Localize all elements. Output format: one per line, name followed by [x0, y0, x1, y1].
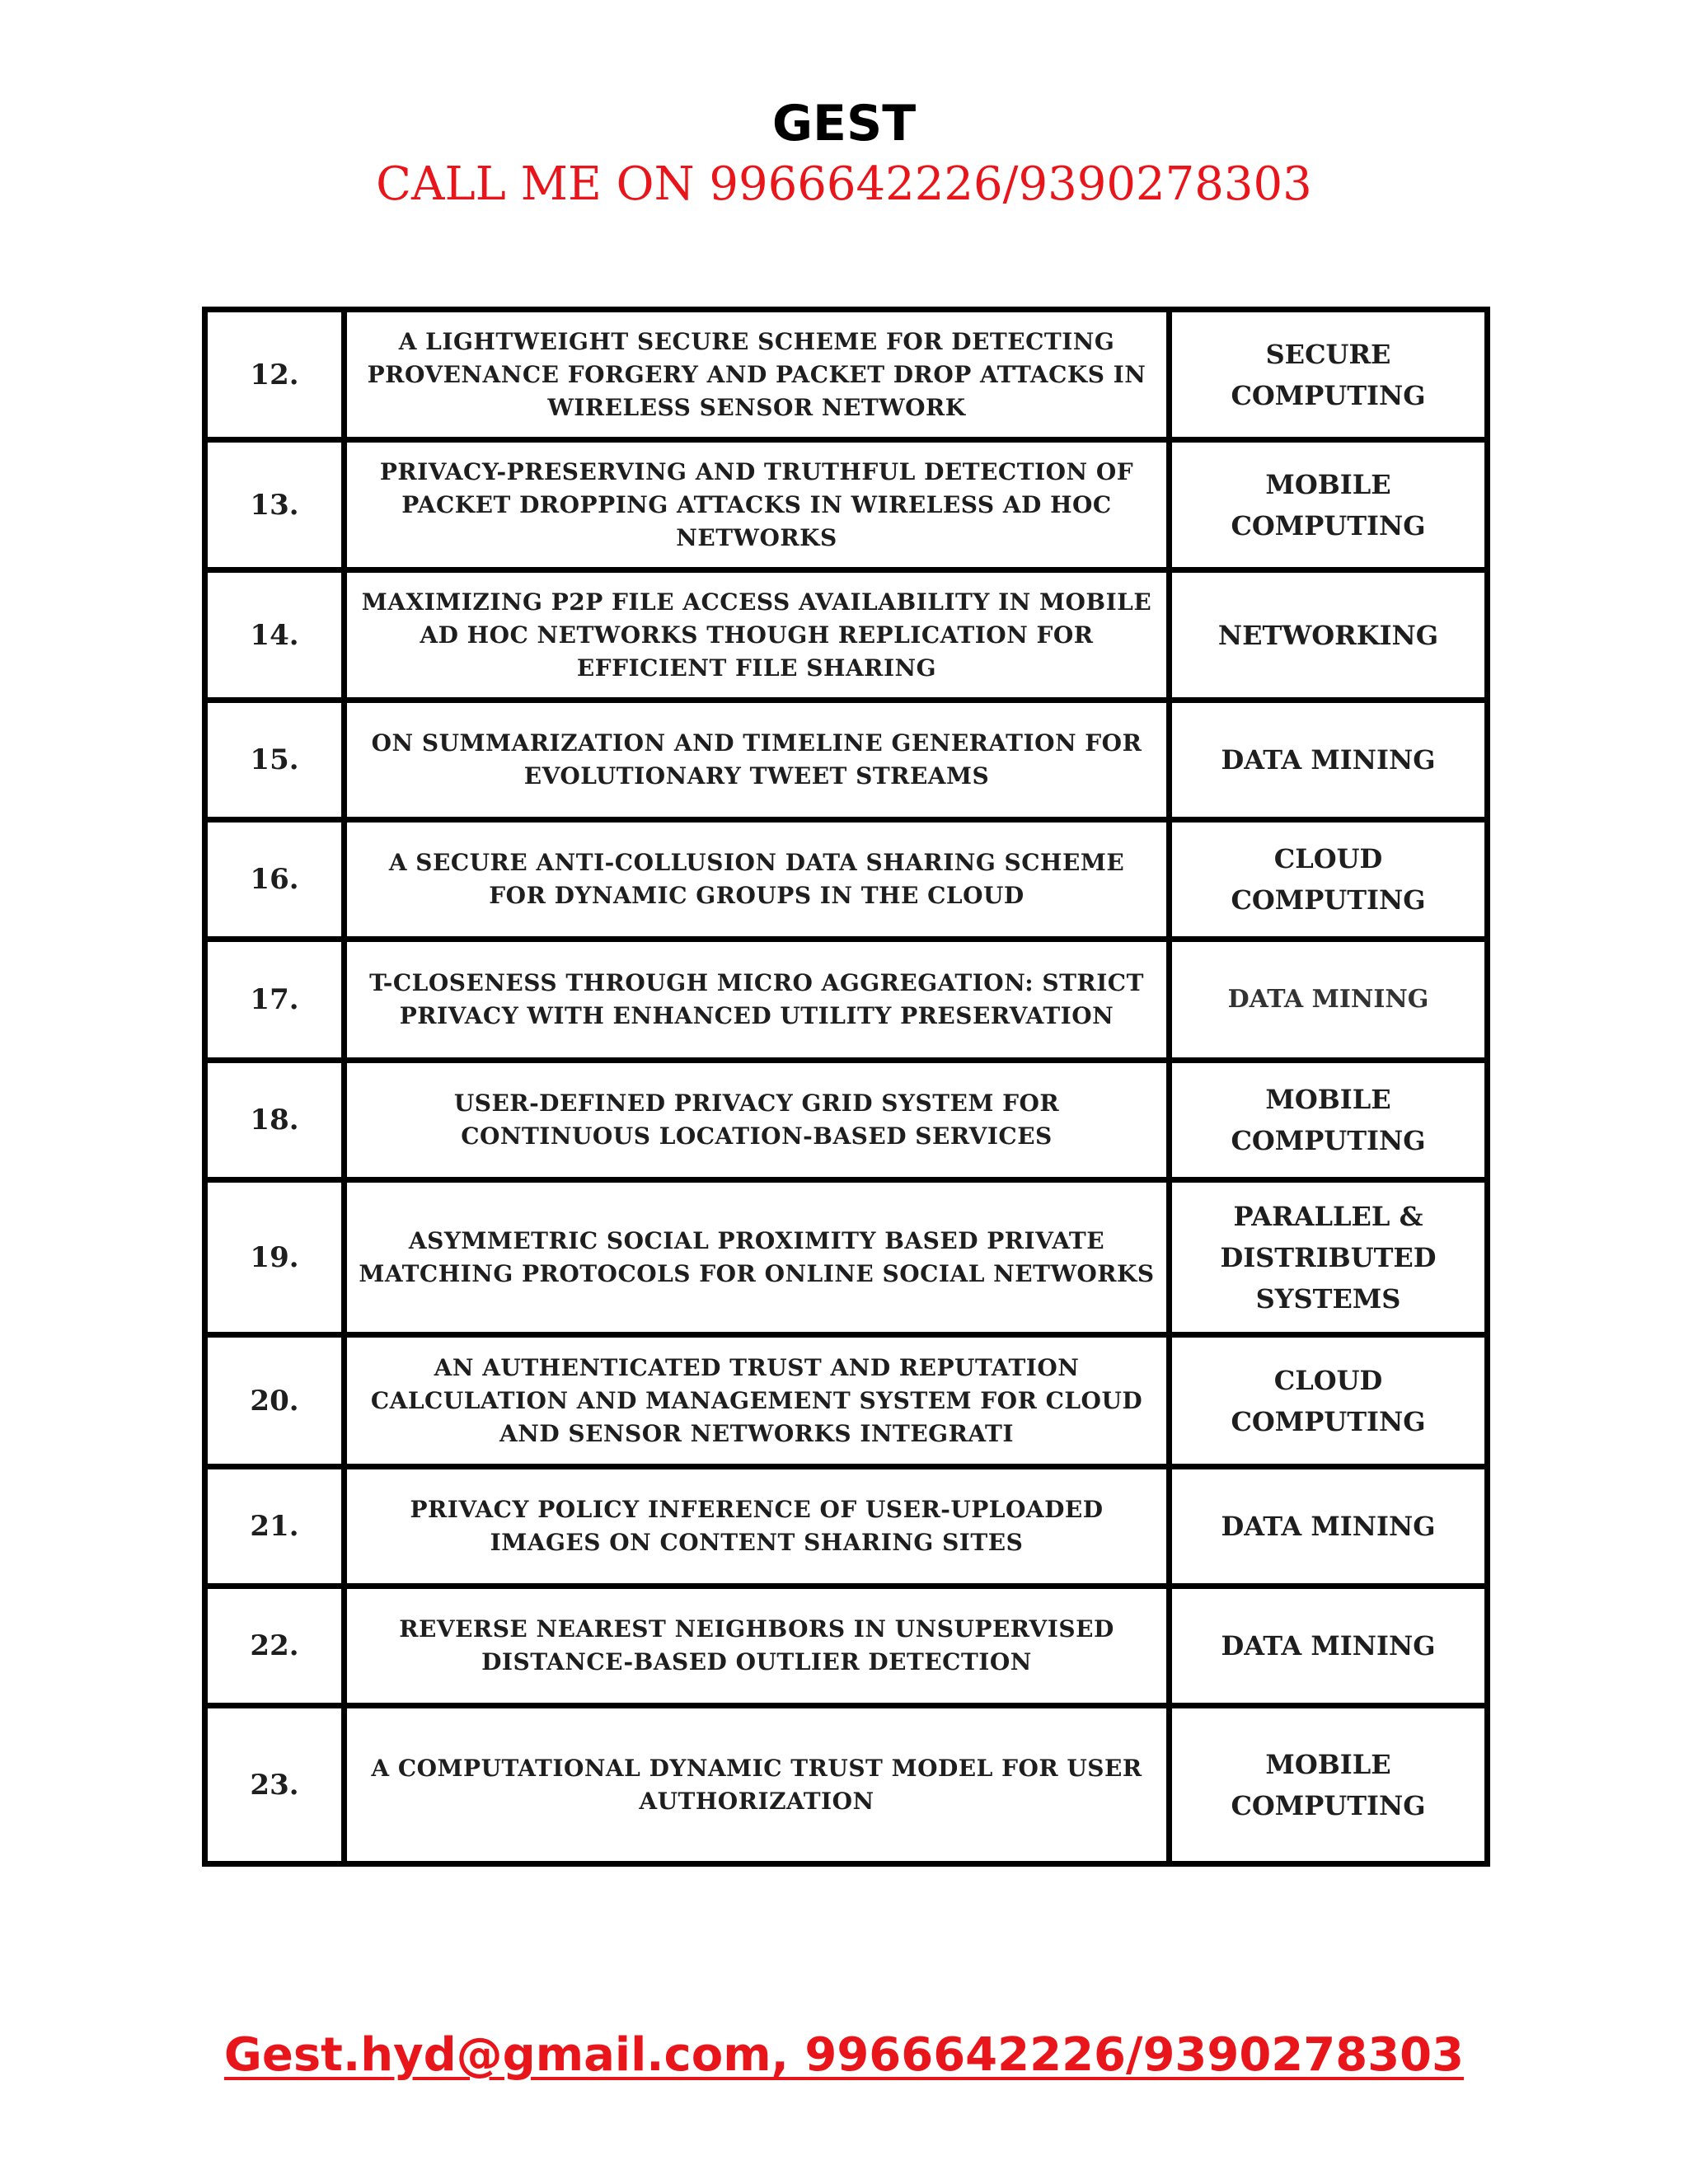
- project-title: AN AUTHENTICATED TRUST AND REPUTATION CALCULATION AND MANAGEMENT SYSTEM FOR CLOUD AND SENSOR NETWORKS INTEGRATI: [345, 1335, 1170, 1467]
- project-title: T-CLOSENESS THROUGH MICRO AGGREGATION: STRICT PRIVACY WITH ENHANCED UTILITY PRESERVATION: [345, 940, 1170, 1061]
- project-title: PRIVACY POLICY INFERENCE OF USER-UPLOADED IMAGES ON CONTENT SHARING SITES: [345, 1467, 1170, 1586]
- project-category: PARALLEL & DISTRIBUTED SYSTEMS: [1170, 1180, 1488, 1335]
- project-category: DATA MINING: [1170, 1467, 1488, 1586]
- row-number: 14.: [205, 570, 345, 701]
- project-category: DATA MINING: [1170, 1586, 1488, 1706]
- row-number: 15.: [205, 701, 345, 820]
- table-row: [205, 570, 1488, 701]
- project-title: ON SUMMARIZATION AND TIMELINE GENERATION FOR EVOLUTIONARY TWEET STREAMS: [345, 701, 1170, 820]
- table-row: [205, 940, 1488, 1061]
- page-title: GEST: [771, 95, 917, 152]
- project-title: REVERSE NEAREST NEIGHBORS IN UNSUPERVISED DISTANCE-BASED OUTLIER DETECTION: [345, 1586, 1170, 1706]
- row-number: 16.: [205, 820, 345, 940]
- project-title: A LIGHTWEIGHT SECURE SCHEME FOR DETECTING PROVENANCE FORGERY AND PACKET DROP ATTACKS IN WIRELESS SENSOR NETWORK: [345, 310, 1170, 440]
- table-row: [205, 1061, 1488, 1180]
- row-number: 21.: [205, 1467, 345, 1586]
- project-category: MOBILE COMPUTING: [1170, 1706, 1488, 1864]
- contact-footer[interactable]: Gest.hyd@gmail.com, 9966642226/9390278303: [223, 2028, 1465, 2082]
- row-number: 18.: [205, 1061, 345, 1180]
- project-category: DATA MINING: [1170, 701, 1488, 820]
- project-category: DATA MINING: [1170, 940, 1488, 1061]
- table-row: [205, 820, 1488, 940]
- row-number: 20.: [205, 1335, 345, 1467]
- project-title: PRIVACY-PRESERVING AND TRUTHFUL DETECTION OF PACKET DROPPING ATTACKS IN WIRELESS AD HOC NETWORKS: [345, 440, 1170, 570]
- table-row: [205, 1335, 1488, 1467]
- project-category: MOBILE COMPUTING: [1170, 440, 1488, 570]
- project-title: A SECURE ANTI-COLLUSION DATA SHARING SCHEME FOR DYNAMIC GROUPS IN THE CLOUD: [345, 820, 1170, 940]
- project-title: A COMPUTATIONAL DYNAMIC TRUST MODEL FOR USER AUTHORIZATION: [345, 1706, 1170, 1864]
- project-category: CLOUD COMPUTING: [1170, 820, 1488, 940]
- row-number: 13.: [205, 440, 345, 570]
- project-category: CLOUD COMPUTING: [1170, 1335, 1488, 1467]
- project-table: [202, 307, 1490, 1867]
- table-row: [205, 440, 1488, 570]
- table-row: [205, 1586, 1488, 1706]
- project-category: SECURE COMPUTING: [1170, 310, 1488, 440]
- table-row: [205, 310, 1488, 440]
- project-title: ASYMMETRIC SOCIAL PROXIMITY BASED PRIVATE MATCHING PROTOCOLS FOR ONLINE SOCIAL NETWORKS: [345, 1180, 1170, 1335]
- call-banner: CALL ME ON 9966642226/9390278303: [376, 157, 1312, 211]
- project-title: MAXIMIZING P2P FILE ACCESS AVAILABILITY IN MOBILE AD HOC NETWORKS THOUGH REPLICATION FOR EFFICIENT FILE SHARING: [345, 570, 1170, 701]
- row-number: 12.: [205, 310, 345, 440]
- row-number: 22.: [205, 1586, 345, 1706]
- project-category: NETWORKING: [1170, 570, 1488, 701]
- row-number: 17.: [205, 940, 345, 1061]
- table-row: [205, 1706, 1488, 1864]
- project-category: MOBILE COMPUTING: [1170, 1061, 1488, 1180]
- project-title: USER-DEFINED PRIVACY GRID SYSTEM FOR CONTINUOUS LOCATION-BASED SERVICES: [345, 1061, 1170, 1180]
- table-row: [205, 1180, 1488, 1335]
- table-row: [205, 701, 1488, 820]
- row-number: 23.: [205, 1706, 345, 1864]
- table-row: [205, 1467, 1488, 1586]
- row-number: 19.: [205, 1180, 345, 1335]
